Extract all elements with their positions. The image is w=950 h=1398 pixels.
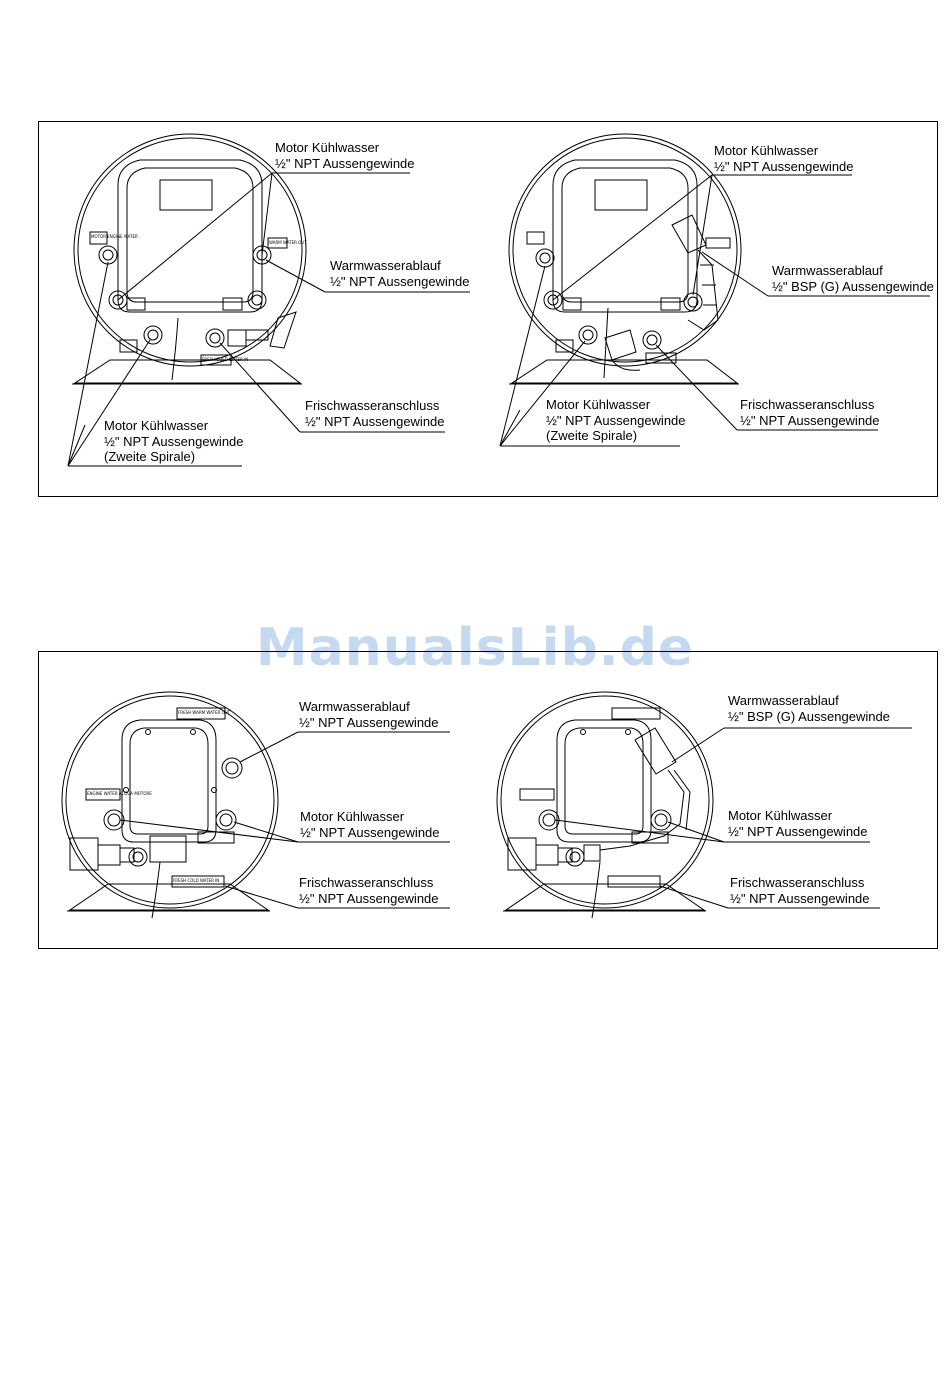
bl-motor-line2: ½" NPT Aussengewinde bbox=[300, 825, 440, 840]
tr-motor-top-line1: Motor Kühlwasser bbox=[714, 143, 819, 158]
tl-fresh-inlet-line2: ½" NPT Aussengewinde bbox=[305, 414, 445, 429]
tag-motor-engine-water: MOTOR ENGINE WATER bbox=[91, 234, 138, 239]
tr-fresh-inlet-line2: ½" NPT Aussengewinde bbox=[740, 413, 880, 428]
tr-warm-drain-line1: Warmwasserablauf bbox=[772, 263, 883, 278]
tl-motor-second-line2: ½" NPT Aussengewinde bbox=[104, 434, 244, 449]
bl-warm-drain-line1: Warmwasserablauf bbox=[299, 699, 410, 714]
tr-fresh-inlet-line1: Frischwasseranschluss bbox=[740, 397, 875, 412]
tl-warm-drain-line2: ½" NPT Aussengewinde bbox=[330, 274, 470, 289]
tr-warm-drain-line2: ½" BSP (G) Aussengewinde bbox=[772, 279, 934, 294]
tl-motor-top-line2: ½" NPT Aussengewinde bbox=[275, 156, 415, 171]
tag-engine-water: ENGINE WATER ACQUA MOTORE bbox=[87, 791, 152, 796]
tr-motor-second-line2: ½" NPT Aussengewinde bbox=[546, 413, 686, 428]
tl-motor-top-line1: Motor Kühlwasser bbox=[275, 140, 380, 155]
br-motor-line2: ½" NPT Aussengewinde bbox=[728, 824, 868, 839]
br-warm-drain-line2: ½" BSP (G) Aussengewinde bbox=[728, 709, 890, 724]
br-fresh-inlet-line1: Frischwasseranschluss bbox=[730, 875, 865, 890]
watermark: ManualsLib.de bbox=[255, 618, 695, 678]
tr-motor-second-line1: Motor Kühlwasser bbox=[546, 397, 651, 412]
tr-motor-second-line3: (Zweite Spirale) bbox=[546, 428, 638, 443]
br-motor-line1: Motor Kühlwasser bbox=[728, 808, 833, 823]
tag-fresh-cold-water-in-long: FRESH COLD WATER IN bbox=[173, 878, 220, 883]
tl-motor-second-line1: Motor Kühlwasser bbox=[104, 418, 209, 433]
bl-motor-line1: Motor Kühlwasser bbox=[300, 809, 405, 824]
br-warm-drain-line1: Warmwasserablauf bbox=[728, 693, 839, 708]
tag-fresh-warm-water-out: FRESH WARM WATER OUT bbox=[178, 710, 231, 715]
bl-fresh-inlet-line1: Frischwasseranschluss bbox=[299, 875, 434, 890]
tl-warm-drain-line1: Warmwasserablauf bbox=[330, 258, 441, 273]
bl-fresh-inlet-line2: ½" NPT Aussengewinde bbox=[299, 891, 439, 906]
tag-warm-water-out: WARM WATER OUT bbox=[269, 240, 307, 245]
tr-motor-top-line2: ½" NPT Aussengewinde bbox=[714, 159, 854, 174]
br-fresh-inlet-line2: ½" NPT Aussengewinde bbox=[730, 891, 870, 906]
tag-fresh-cold-water-in: FRESH COLD WATER IN bbox=[202, 357, 249, 362]
tl-motor-second-line3: (Zweite Spirale) bbox=[104, 449, 196, 464]
bl-warm-drain-line2: ½" NPT Aussengewinde bbox=[299, 715, 439, 730]
tl-fresh-inlet-line1: Frischwasseranschluss bbox=[305, 398, 440, 413]
